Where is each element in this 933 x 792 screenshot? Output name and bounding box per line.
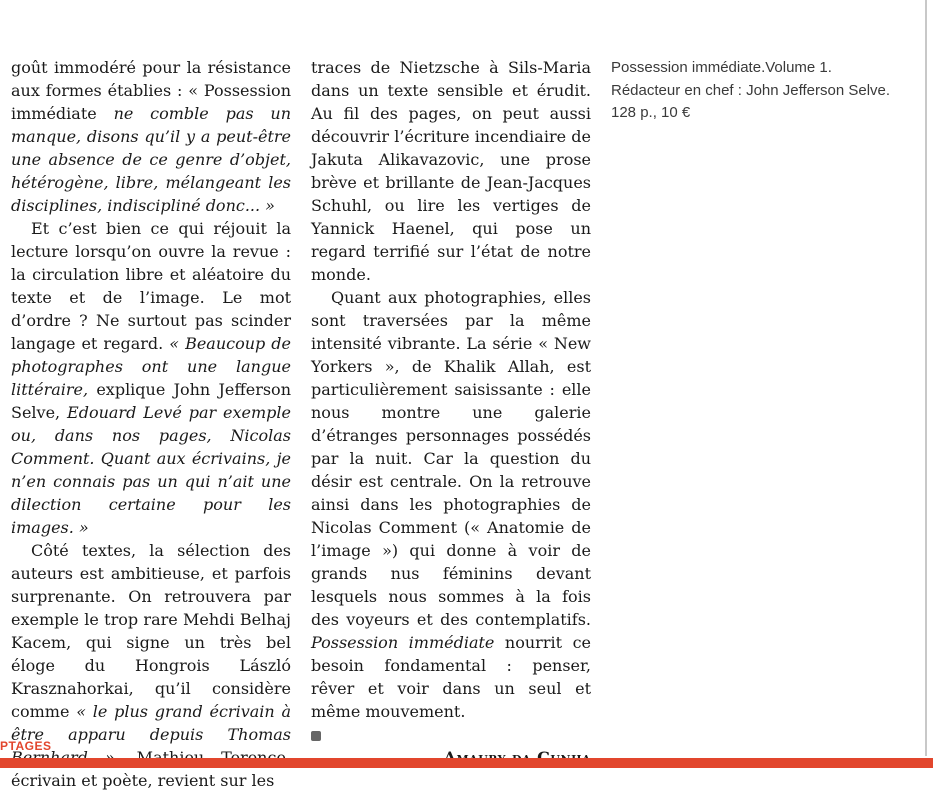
page-edge-divider (925, 0, 927, 756)
italic-text-run: ne comble pas un manque, disons qu’il y a peut-être une absence de ce genre d’objet, hétérogène, libre, mélangeant les disciplines, indiscipliné donc... » (11, 104, 292, 215)
italic-text-run: Edouard Levé par exemple ou, dans nos pages, Nicolas Comment. Quant aux écrivains, je n’en connais pas un qui n’ait une dilection certaine pour les images. » (11, 403, 291, 537)
end-of-article-icon (311, 731, 321, 741)
text-run: traces de Nietzsche à Sils-Maria dans un texte sensible et érudit. Au fil des pages, on peut aussi découvrir l’écriture incendiaire de Jakuta Alikavazovic, une prose brève et brillante de Jean-Jacques Schuhl, ou lire les vertiges de Yannick Haenel, qui pose un regard terrifié sur l’état de notre monde. (311, 58, 591, 284)
italic-text-run: « le plus grand écrivain à être apparu depuis Thomas (11, 702, 292, 744)
section-label: PTAGES (0, 739, 52, 753)
paragraph (311, 56, 591, 286)
text-run: nourrit ce besoin fondamental : penser, rêver et voir dans un seul et même mouvement. (311, 633, 591, 721)
end-mark-line (311, 723, 591, 746)
italic-text-run: Possession immédiate (311, 633, 495, 652)
publication-details: Rédacteur en chef : John Jefferson Selve. 128 p., 10 € (611, 81, 891, 121)
paragraph (11, 56, 291, 217)
text-run: écrivain et poète, revient sur les (11, 771, 275, 790)
text-run: Et c’est bien ce qui réjouit la lecture lorsqu’on ouvre la revue : la circulation libre et aléatoire du texte et de l’image. Le mot d’ordre ? Ne surtout pas scinder langage et regard. (11, 219, 291, 353)
text-run: Côté textes, la sélection des auteurs est ambitieuse, et parfois surprenante. On retrouvera par exemple le trop rare Mehdi Belhaj Kacem, qui signe un très bel éloge du Hongrois László Krasznahorkai, qu’il considère comme (11, 541, 291, 721)
paragraph (11, 217, 291, 539)
text-run: goût immodéré pour la résistance aux formes établies : « Possession immédiate (11, 58, 291, 123)
italic-text-run: « Beaucoup de photographes ont une langue littéraire, (11, 334, 291, 399)
article-column-2 (311, 56, 591, 769)
paragraph (311, 286, 591, 723)
text-run: Quant aux photographies, elles sont traversées par la même intensité vibrante. La série « New Yorkers », de Khalik Allah, est particulièrement saisissante : elle nous montre une galerie d’étranges personnages possédés par la nuit. Car la question du désir est centrale. On la retrouve ainsi dans les photographies de Nicolas Comment (« Anatomie de l’image ») qui donne à voir de grands nus féminins devant lesquels nous sommes à la fois des voyeurs et des contemplatifs. (311, 288, 591, 629)
publication-title: Possession immédiate.Volume 1. (611, 59, 832, 76)
text-run: explique John Jefferson Selve, (11, 380, 291, 422)
publication-info (611, 57, 911, 125)
paragraph (11, 539, 291, 792)
bottom-accent-bar (0, 758, 933, 768)
article-column-1 (11, 56, 291, 792)
